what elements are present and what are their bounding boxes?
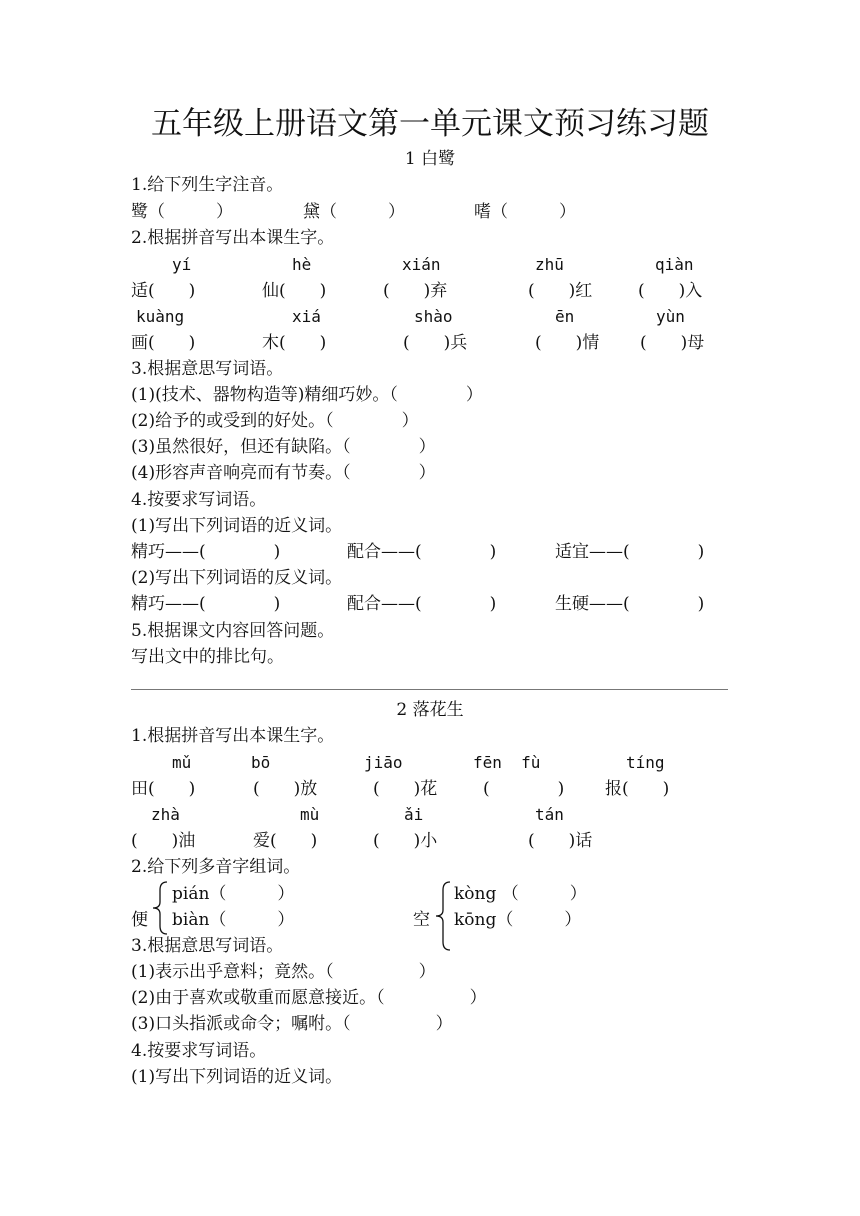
l1-q3-text: 3.根据意思写词语。 [131, 359, 284, 379]
pinyin-label: zhà [151, 805, 180, 824]
reading-item: kòng （ ） [454, 884, 587, 904]
antonym-item: 生硬——( ) [555, 594, 705, 614]
definition-item: (3)口头指派或命令；嘱咐。（ ） [131, 1014, 453, 1034]
l2-q2-text: 2.给下列多音字组词。 [131, 857, 301, 877]
pinyin-label: bō [251, 753, 271, 772]
l1-q1-text: 1.给下列生字注音。 [131, 175, 284, 195]
char-blank: ( )话 [528, 831, 593, 851]
brace-icon [150, 880, 172, 936]
char-blank: ( )放 [253, 779, 318, 799]
pinyin-label: jiāo [364, 753, 403, 772]
definition-item: (2)由于喜欢或敬重而愿意接近。（ ） [131, 988, 487, 1008]
pinyin-label: tíng [626, 753, 665, 772]
definition-item: (4)形容声音响亮而有节奏。（ ） [131, 463, 436, 483]
pinyin-label: ǎi [404, 805, 424, 824]
definition-item: (3)虽然很好，但还有缺陷。（ ） [131, 437, 436, 457]
pinyin-label: zhū [535, 255, 564, 274]
l1-q1-char-3: 嗜（ ） [474, 202, 576, 222]
pinyin-label: yùn [656, 307, 685, 326]
pinyin-label: hè [292, 255, 312, 274]
definition-item: (1)表示出乎意料；竟然。（ ） [131, 962, 436, 982]
l2-q4-sub1: (1)写出下列词语的近义词。 [131, 1067, 343, 1087]
definition-item: (2)给予的或受到的好处。（ ） [131, 411, 419, 431]
page-title: 五年级上册语文第一单元课文预习练习题 [151, 106, 709, 142]
reading-item: biàn（ ） [172, 910, 295, 930]
polyphone-char: 空 [413, 910, 430, 930]
char-blank: ( )弃 [383, 281, 448, 301]
l1-q4-text: 4.按要求写词语。 [131, 490, 267, 510]
antonym-item: 精巧——( ) [131, 594, 281, 614]
brace-icon [433, 880, 455, 952]
char-blank: 仙( ) [262, 281, 327, 301]
l2-q3-text: 3.根据意思写词语。 [131, 936, 284, 956]
synonym-item: 精巧——( ) [131, 542, 281, 562]
char-blank: ( )兵 [403, 333, 468, 353]
pinyin-label: fēn fù [473, 753, 541, 772]
char-blank: 画( ) [131, 333, 196, 353]
l1-q1-char-2: 黛（ ） [303, 202, 405, 222]
char-blank: ( )花 [373, 779, 438, 799]
answer-line-divider [131, 689, 728, 690]
pinyin-label: qiàn [655, 255, 694, 274]
char-blank: ( )入 [638, 281, 703, 301]
antonym-item: 配合——( ) [347, 594, 497, 614]
l2-q1-text: 1.根据拼音写出本课生字。 [131, 726, 335, 746]
pinyin-label: xiá [292, 307, 321, 326]
pinyin-label: yí [172, 255, 192, 274]
reading-item: pián（ ） [172, 884, 295, 904]
synonym-item: 配合——( ) [347, 542, 497, 562]
l2-q4-text: 4.按要求写词语。 [131, 1041, 267, 1061]
pinyin-label: mǔ [172, 753, 192, 772]
pinyin-label: xián [402, 255, 441, 274]
polyphone-char: 便 [131, 910, 148, 930]
definition-item: (1)(技术、器物构造等)精细巧妙。（ ） [131, 385, 483, 405]
l1-q2-text: 2.根据拼音写出本课生字。 [131, 228, 335, 248]
lesson2-heading: 2 落花生 [396, 700, 464, 720]
pinyin-label: kuàng [136, 307, 185, 326]
lesson1-heading: 1 白鹭 [404, 149, 456, 169]
l1-q5-sub: 写出文中的排比句。 [131, 647, 284, 667]
l1-q5-text: 5.根据课文内容回答问题。 [131, 621, 335, 641]
pinyin-label: mù [300, 805, 320, 824]
char-blank: 木( ) [262, 333, 327, 353]
pinyin-label: ēn [555, 307, 575, 326]
char-blank: 报( ) [605, 779, 670, 799]
synonym-item: 适宜——( ) [555, 542, 705, 562]
char-blank: 适( ) [131, 281, 196, 301]
l1-q1-char-1: 鹭（ ） [131, 202, 233, 222]
char-blank: 田( ) [131, 779, 196, 799]
char-blank: ( )红 [528, 281, 593, 301]
char-blank: 爱( ) [253, 831, 318, 851]
l1-q4-sub2: (2)写出下列词语的反义词。 [131, 568, 343, 588]
pinyin-label: shào [414, 307, 453, 326]
char-blank: ( )小 [373, 831, 438, 851]
pinyin-label: tán [535, 805, 564, 824]
reading-item: kōng（ ） [454, 910, 582, 930]
char-blank: ( )母 [640, 333, 705, 353]
l1-q4-sub1: (1)写出下列词语的近义词。 [131, 516, 343, 536]
char-blank: ( )情 [535, 333, 600, 353]
char-blank: ( )油 [131, 831, 196, 851]
char-blank: ( ) [483, 779, 565, 799]
